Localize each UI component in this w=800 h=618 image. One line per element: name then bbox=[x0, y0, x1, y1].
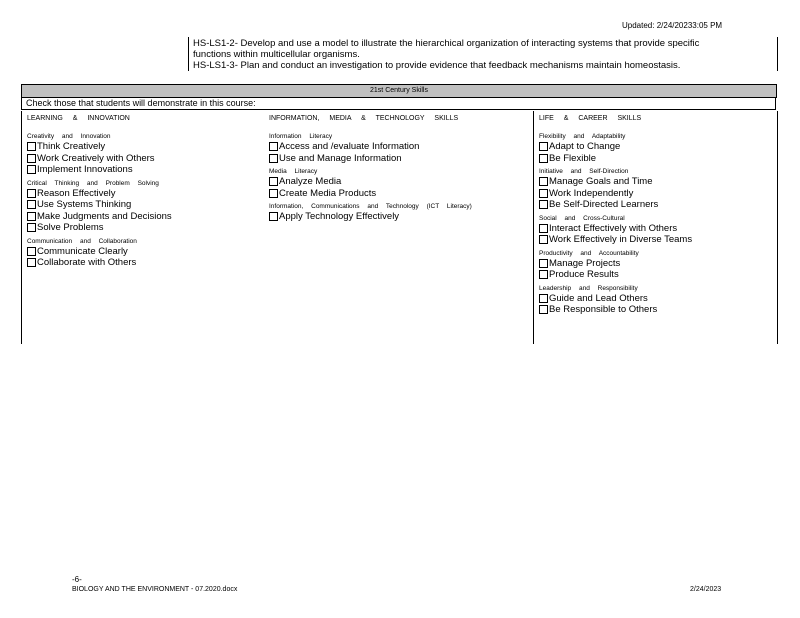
standard-ls1-3: HS-LS1-3- Plan and conduct an investigation to provide evidence that feedback mechanisms maintain homeostasis. bbox=[193, 60, 681, 71]
checkbox[interactable] bbox=[539, 259, 548, 268]
standard-ls1-2-cont: functions within multicellular organisms. bbox=[193, 49, 360, 60]
skill-label: Apply Technology Effectively bbox=[279, 211, 400, 223]
checkbox[interactable] bbox=[27, 247, 36, 256]
footer-filename: BIOLOGY AND THE ENVIRONMENT - 07.2020.docx bbox=[72, 586, 238, 593]
skill-checkbox-item[interactable] bbox=[534, 176, 777, 188]
checkbox[interactable] bbox=[27, 142, 36, 151]
checkbox[interactable] bbox=[539, 177, 548, 186]
check-instruction: Check those that students will demonstrate in this course: bbox=[21, 97, 776, 110]
checkbox[interactable] bbox=[269, 154, 278, 163]
checkbox[interactable] bbox=[269, 189, 278, 198]
skill-checkbox-item[interactable] bbox=[22, 141, 252, 153]
checkbox[interactable] bbox=[539, 294, 548, 303]
skill-checkbox-item[interactable] bbox=[264, 211, 532, 223]
column-learning-innovation bbox=[21, 111, 252, 344]
table-header: 21st Century Skills bbox=[21, 84, 777, 98]
footer-date: 2/24/2023 bbox=[690, 586, 722, 593]
skill-label: Be Responsible to Others bbox=[549, 304, 658, 316]
column-title: LIFE & CAREER SKILLS bbox=[539, 115, 642, 122]
skill-group-title: Information, Communications and Technology (ICT Literacy) bbox=[269, 203, 472, 210]
skill-checkbox-item[interactable] bbox=[534, 141, 777, 153]
checkbox[interactable] bbox=[27, 223, 36, 232]
checkbox[interactable] bbox=[269, 177, 278, 186]
column-title: LEARNING & INNOVATION bbox=[27, 115, 130, 122]
skill-checkbox-item[interactable] bbox=[534, 269, 777, 281]
skill-checkbox-item[interactable] bbox=[22, 199, 252, 211]
skill-group-title: Flexibility and Adaptability bbox=[539, 133, 626, 140]
checkbox[interactable] bbox=[27, 189, 36, 198]
skill-label: Interact Effectively with Others bbox=[549, 222, 678, 234]
skill-checkbox-item[interactable] bbox=[22, 211, 252, 223]
checkbox[interactable] bbox=[27, 154, 36, 163]
skill-checkbox-item[interactable] bbox=[534, 223, 777, 235]
skill-label: Communicate Clearly bbox=[37, 245, 128, 257]
skill-label: Think Creatively bbox=[37, 141, 106, 153]
skill-checkbox-item[interactable] bbox=[264, 188, 532, 200]
checkbox[interactable] bbox=[27, 200, 36, 209]
skill-checkbox-item[interactable] bbox=[22, 222, 252, 234]
updated-timestamp: Updated: 2/24/20233:05 PM bbox=[622, 21, 723, 30]
skill-group-title: Media Literacy bbox=[269, 168, 318, 175]
skill-label: Reason Effectively bbox=[37, 187, 116, 199]
standard-ls1-2: HS-LS1-2- Develop and use a model to illustrate the hierarchical organization of interacting systems that provide specific bbox=[193, 38, 700, 49]
skill-checkbox-item[interactable] bbox=[534, 188, 777, 200]
skill-label: Be Flexible bbox=[549, 152, 596, 164]
standards-box bbox=[188, 37, 778, 71]
skill-group-title: Initiative and Self-Direction bbox=[539, 168, 629, 175]
checkbox[interactable] bbox=[27, 212, 36, 221]
skill-checkbox-item[interactable] bbox=[22, 188, 252, 200]
skill-group-title: Creativity and Innovation bbox=[27, 133, 111, 140]
checkbox[interactable] bbox=[539, 200, 548, 209]
skill-group-title: Communication and Collaboration bbox=[27, 237, 137, 245]
skill-group-title: Productivity and Accountability bbox=[539, 249, 639, 257]
checkbox[interactable] bbox=[269, 212, 278, 221]
skill-checkbox-item[interactable] bbox=[22, 153, 252, 165]
skill-label: Use Systems Thinking bbox=[37, 199, 132, 211]
skill-group-title: Information Literacy bbox=[269, 133, 333, 140]
skill-label: Adapt to Change bbox=[549, 141, 621, 153]
checkbox[interactable] bbox=[539, 224, 548, 233]
page-number: -6- bbox=[72, 575, 82, 584]
skill-checkbox-item[interactable] bbox=[534, 199, 777, 211]
skill-checkbox-item[interactable] bbox=[22, 257, 252, 269]
skill-label: Work Independently bbox=[549, 187, 634, 199]
skill-checkbox-item[interactable] bbox=[264, 153, 532, 165]
checkbox[interactable] bbox=[539, 154, 548, 163]
skills-table bbox=[21, 84, 777, 344]
skill-label: Guide and Lead Others bbox=[549, 292, 648, 304]
column-life-career bbox=[533, 111, 778, 344]
skill-group-title: Social and Cross-Cultural bbox=[539, 214, 625, 222]
skill-label: Manage Goals and Time bbox=[549, 176, 653, 188]
checkbox[interactable] bbox=[539, 270, 548, 279]
skill-checkbox-item[interactable] bbox=[534, 293, 777, 305]
column-title: INFORMATION, MEDIA & TECHNOLOGY SKILLS bbox=[269, 115, 459, 122]
skill-label: Work Effectively in Diverse Teams bbox=[549, 234, 693, 246]
skill-label: Work Creatively with Others bbox=[37, 152, 155, 164]
skill-checkbox-item[interactable] bbox=[534, 304, 777, 316]
skill-checkbox-item[interactable] bbox=[534, 258, 777, 270]
skill-label: Analyze Media bbox=[279, 176, 342, 188]
skill-checkbox-item[interactable] bbox=[22, 164, 252, 176]
skill-checkbox-item[interactable] bbox=[534, 153, 777, 165]
skill-label: Make Judgments and Decisions bbox=[37, 210, 172, 222]
checkbox[interactable] bbox=[539, 142, 548, 151]
skill-checkbox-item[interactable] bbox=[22, 246, 252, 258]
skill-label: Manage Projects bbox=[549, 257, 621, 269]
skill-label: Use and Manage Information bbox=[279, 152, 402, 164]
column-information-media-technology bbox=[264, 111, 532, 344]
checkbox[interactable] bbox=[539, 235, 548, 244]
skill-checkbox-item[interactable] bbox=[264, 176, 532, 188]
checkbox[interactable] bbox=[269, 142, 278, 151]
checkbox[interactable] bbox=[539, 189, 548, 198]
skill-label: Be Self-Directed Learners bbox=[549, 199, 659, 211]
skill-group-title: Leadership and Responsibility bbox=[539, 284, 638, 292]
skill-group-title: Critical Thinking and Problem Solving bbox=[27, 179, 159, 187]
skill-label: Create Media Products bbox=[279, 187, 377, 199]
skill-label: Access and /evaluate Information bbox=[279, 141, 420, 153]
skill-label: Produce Results bbox=[549, 269, 619, 281]
skill-checkbox-item[interactable] bbox=[264, 141, 532, 153]
checkbox[interactable] bbox=[27, 165, 36, 174]
skill-checkbox-item[interactable] bbox=[534, 234, 777, 246]
skill-label: Implement Innovations bbox=[37, 164, 133, 176]
checkbox[interactable] bbox=[539, 305, 548, 314]
checkbox[interactable] bbox=[27, 258, 36, 267]
skill-label: Solve Problems bbox=[37, 222, 104, 234]
skill-label: Collaborate with Others bbox=[37, 257, 137, 269]
